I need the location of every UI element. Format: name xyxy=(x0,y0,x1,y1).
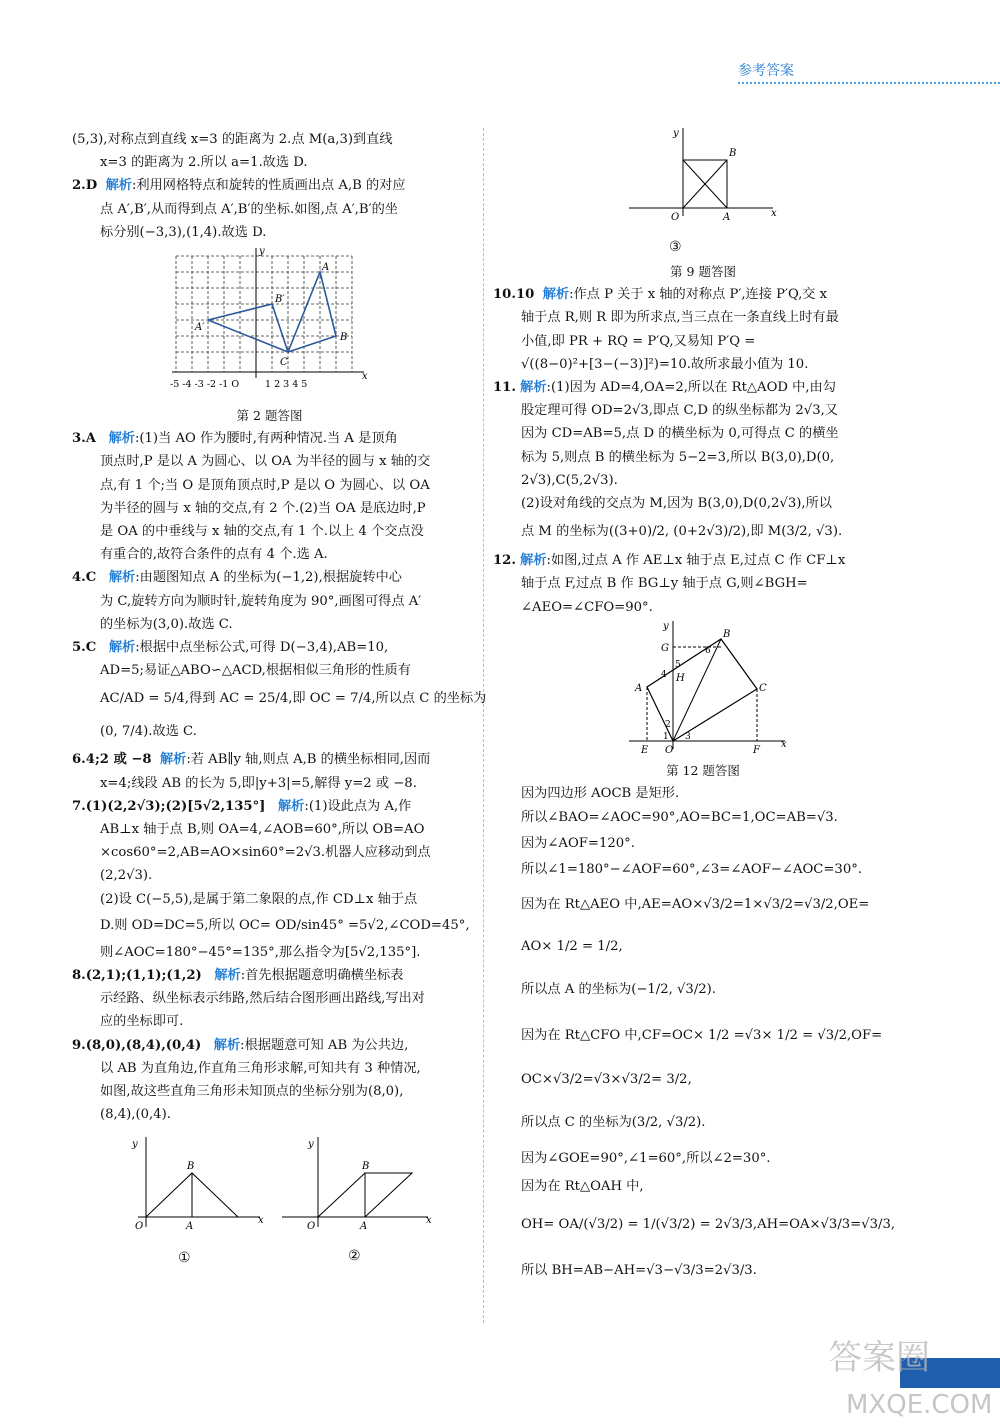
svg-text:x: x xyxy=(771,208,777,219)
answer-10: 10.10 解析:作点 P 关于 x 轴的对称点 P′,连接 P′Q,交 x xyxy=(493,287,828,303)
text-line: 因为四边形 AOCB 是矩形. xyxy=(521,786,680,802)
svg-text:3: 3 xyxy=(685,731,691,742)
text-line: 应的坐标即可. xyxy=(100,1014,184,1030)
text-line: OH= OA/(√3/2) = 1/(√3/2) = 2√3/3,AH=OA×√3/3=√3/3, xyxy=(521,1217,896,1233)
svg-text:B: B xyxy=(340,332,348,344)
svg-text:y: y xyxy=(308,1138,314,1150)
text-line: 股定理可得 OD=2√3,即点 C,D 的纵坐标都为 2√3,又 xyxy=(521,403,838,419)
text-line: x=3 的距离为 2.所以 a=1.故选 D. xyxy=(100,155,308,171)
text-line: ∠AEO=∠CFO=90°. xyxy=(521,599,653,615)
svg-text:A: A xyxy=(723,212,731,223)
svg-text:1 2 3 4 5: 1 2 3 4 5 xyxy=(265,379,308,391)
text-line: (8,4),(0,4). xyxy=(100,1107,171,1123)
svg-text:O: O xyxy=(135,1220,144,1232)
text-line: (2)设 C(−5,5),是属于第二象限的点,作 CD⊥x 轴于点 xyxy=(100,891,418,907)
text-line: 点,有 1 个;当 O 是顶角顶点时,P 是以 O 为圆心、以 OA xyxy=(100,477,430,493)
left-column xyxy=(72,128,487,1277)
text-line: 所以点 C 的坐标为(3/2, √3/2). xyxy=(521,1115,706,1131)
column-divider xyxy=(483,128,484,1323)
text-line: √((8−0)²+[3−(−3)]²)=10.故所求最小值为 10. xyxy=(521,356,809,372)
text-line: AO× 1/2 = 1/2, xyxy=(521,939,623,955)
svg-text:A′: A′ xyxy=(195,322,205,334)
svg-text:x: x xyxy=(781,738,787,750)
page-header: 参考答案 xyxy=(738,63,794,79)
text-line: (5,3),对称点到直线 x=3 的距离为 2.点 M(a,3)到直线 xyxy=(72,132,393,147)
answer-12: 12. 解析:如图,过点 A 作 AE⊥x 轴于点 E,过点 C 作 CF⊥x xyxy=(493,553,846,569)
text-line: 所以∠1=180°−∠AOF=60°,∠3=∠AOF−∠AOC=30°. xyxy=(521,862,862,878)
text-line: 为 C,旋转方向为顺时针,旋转角度为 90°,画图可得点 A′ xyxy=(100,593,422,609)
watermark-url: MXQE.COM xyxy=(846,1390,993,1420)
text-line: (2)设对角线的交点为 M,因为 B(3,0),D(0,2√3),所以 xyxy=(521,496,832,512)
figure-12-graph xyxy=(493,619,913,759)
text-line: 点 M 的坐标为((3+0)/2, (0+2√3)/2),即 M(3/2, √3). xyxy=(521,524,843,540)
text-line: 如图,故这些直角三角形未知顶点的坐标分别为(8,0), xyxy=(100,1084,404,1100)
svg-text:y: y xyxy=(259,246,265,258)
watermark-logo: 答案圈 xyxy=(828,1338,930,1378)
answer-8: 8.(2,1);(1,1);(1,2) 解析:首先根据题意明确横坐标表 xyxy=(72,968,404,984)
svg-text:x: x xyxy=(258,1214,264,1226)
svg-text:5: 5 xyxy=(675,659,681,670)
text-line: OC×√3/2=√3×√3/2= 3/2, xyxy=(521,1072,692,1088)
text-line: 所以∠BAO=∠AOC=90°,AO=BC=1,OC=AB=√3. xyxy=(521,810,838,826)
figure-caption: 第 9 题答图 xyxy=(670,264,736,279)
answer-9: 9.(8,0),(8,4),(0,4) 解析:根据题意可知 AB 为公共边, xyxy=(72,1037,409,1053)
svg-text:4: 4 xyxy=(661,669,667,680)
svg-text:6: 6 xyxy=(705,645,711,656)
svg-text:C: C xyxy=(280,357,288,369)
svg-text:O: O xyxy=(671,212,680,223)
svg-text:-5 -4 -3 -2 -1 O: -5 -4 -3 -2 -1 O xyxy=(170,379,240,391)
text-line: 点 A′,B′,从而得到点 A′,B′的坐标.如图,点 A′,B′的坐 xyxy=(100,201,398,217)
svg-text:x: x xyxy=(426,1214,432,1226)
text-line: 标分别(−3,3),(1,4).故选 D. xyxy=(100,224,267,240)
answer-6: 6.4;2 或 −8 解析:若 AB∥y 轴,则点 A,B 的横坐标相同,因而 xyxy=(72,752,431,768)
figure-12 xyxy=(493,619,913,759)
svg-text:B′: B′ xyxy=(275,294,285,306)
text-line: D.则 OD=DC=5,所以 OC= OD/sin45° =5√2,∠COD=45°, xyxy=(100,917,470,933)
text-line: 则∠AOC=180°−45°=135°,那么指令为[5√2,135°]. xyxy=(100,944,421,960)
answer-5: 5.C 解析:根据中点坐标公式,可得 D(−3,4),AB=10, xyxy=(72,640,389,656)
text-line: 有重合的,故符合条件的点有 4 个.选 A. xyxy=(100,547,328,563)
text-line: 为半径的圆与 x 轴的交点,有 2 个.(2)当 OA 是底边时,P xyxy=(100,500,426,516)
text-line: 因为∠GOE=90°,∠1=60°,所以∠2=30°. xyxy=(521,1151,771,1167)
svg-text:1: 1 xyxy=(663,731,669,742)
svg-text:y: y xyxy=(663,620,669,632)
text-line: 所以点 A 的坐标为(−1/2, √3/2). xyxy=(521,982,716,998)
right-column xyxy=(493,128,913,1293)
figure-9-3 xyxy=(493,128,913,260)
text-line: 示经路、纵坐标表示纬路,然后结合图形画出路线,写出对 xyxy=(100,991,425,1007)
text-line: 因为 CD=AB=5,点 D 的横坐标为 0,可得点 C 的横坐 xyxy=(521,426,839,442)
svg-text:x: x xyxy=(362,371,368,383)
svg-text:G: G xyxy=(661,642,669,654)
text-line: 轴于点 F,过点 B 作 BG⊥y 轴于点 G,则∠BGH= xyxy=(521,576,808,592)
svg-text:B: B xyxy=(729,148,737,159)
figure-label: ② xyxy=(348,1247,361,1264)
figure-caption: 第 2 题答图 xyxy=(236,408,303,424)
answer-11: 11. 解析:(1)因为 AD=4,OA=2,所以在 Rt△AOD 中,由勾 xyxy=(493,380,836,396)
text-line: 因为在 Rt△CFO 中,CF=OC× 1/2 =√3× 1/2 = √3/2,OF= xyxy=(521,1028,883,1044)
answer-3: 3.A 解析:(1)当 AO 作为腰时,有两种情况.当 A 是顶角 xyxy=(72,431,398,447)
svg-text:O: O xyxy=(665,744,674,756)
text-line: (0, 7/4).故选 C. xyxy=(100,724,197,740)
svg-text:H: H xyxy=(676,672,685,684)
text-line: 是 OA 的中垂线与 x 轴的交点,有 1 个.以上 4 个交点没 xyxy=(100,524,424,540)
svg-text:A: A xyxy=(186,1220,194,1232)
figure-9-graphs xyxy=(72,1127,467,1277)
svg-text:F: F xyxy=(753,744,760,756)
text-line: ×cos60°=2,AB=AO×sin60°=2√3.机器人应移动到点 xyxy=(100,845,431,861)
text-line: 以 AB 为直角边,作直角三角形求解,可知共有 3 种情况, xyxy=(100,1060,421,1076)
text-line: AB⊥x 轴于点 B,则 OA=4,∠AOB=60°,所以 OB=AO xyxy=(100,822,425,838)
svg-text:y: y xyxy=(132,1138,138,1150)
figure-label: ① xyxy=(178,1249,191,1266)
text-line: 所以 BH=AB−AH=√3−√3/3=2√3/3. xyxy=(521,1263,757,1279)
text-line: 的坐标为(3,0).故选 C. xyxy=(100,616,233,632)
svg-text:A: A xyxy=(635,682,643,694)
text-line: 轴于点 R,则 R 即为所求点,当三点在一条直线上时有最 xyxy=(521,310,839,326)
text-line: x=4;线段 AB 的长为 5,即|y+3|=5,解得 y=2 或 −8. xyxy=(100,775,417,791)
figure-2-graph xyxy=(72,244,467,404)
text-line: 顶点时,P 是以 A 为圆心、以 OA 为半径的圆与 x 轴的交 xyxy=(100,454,431,470)
svg-text:C: C xyxy=(759,682,767,694)
text-line: AD=5;易证△ABO∽△ACD,根据相似三角形的性质有 xyxy=(100,663,411,679)
svg-text:A: A xyxy=(322,262,330,274)
header-rule xyxy=(738,82,1000,84)
svg-text:B: B xyxy=(723,628,731,640)
figure-2 xyxy=(72,244,467,404)
svg-text:2: 2 xyxy=(665,719,671,730)
text-line: (2,2√3). xyxy=(100,868,153,884)
answer-4: 4.C 解析:由题图知点 A 的坐标为(−1,2),根据旋转中心 xyxy=(72,570,402,586)
text-line: 因为∠AOF=120°. xyxy=(521,836,635,852)
text-line: 2√3),C(5,2√3). xyxy=(521,472,618,488)
text-line: 小值,即 PR + RQ = P′Q,又易知 P′Q = xyxy=(521,333,756,349)
figure-9-graph-3 xyxy=(493,128,913,260)
figure-caption: 第 12 题答图 xyxy=(666,762,740,778)
answer-2: 2.D 解析:利用网格特点和旋转的性质画出点 A,B 的对应 xyxy=(72,178,406,194)
figure-9-left xyxy=(72,1127,467,1277)
svg-text:B: B xyxy=(187,1160,195,1172)
svg-text:B: B xyxy=(362,1160,370,1172)
text-line: 因为在 Rt△OAH 中, xyxy=(521,1179,644,1195)
figure-label: ③ xyxy=(669,239,682,255)
svg-text:y: y xyxy=(673,128,679,139)
svg-text:O: O xyxy=(307,1220,316,1232)
text-line: 因为在 Rt△AEO 中,AE=AO×√3/2=1×√3/2=√3/2,OE= xyxy=(521,897,870,913)
svg-text:E: E xyxy=(641,744,649,756)
svg-text:A: A xyxy=(360,1220,368,1232)
answer-7: 7.(1)(2,2√3);(2)[5√2,135°] 解析:(1)设此点为 A,作 xyxy=(72,798,412,814)
text-line: 标为 5,则点 B 的横坐标为 5−2=3,所以 B(3,0),D(0, xyxy=(521,449,835,465)
text-line: AC/AD = 5/4,得到 AC = 25/4,即 OC = 7/4,所以点 C 的坐标为 xyxy=(100,691,487,707)
